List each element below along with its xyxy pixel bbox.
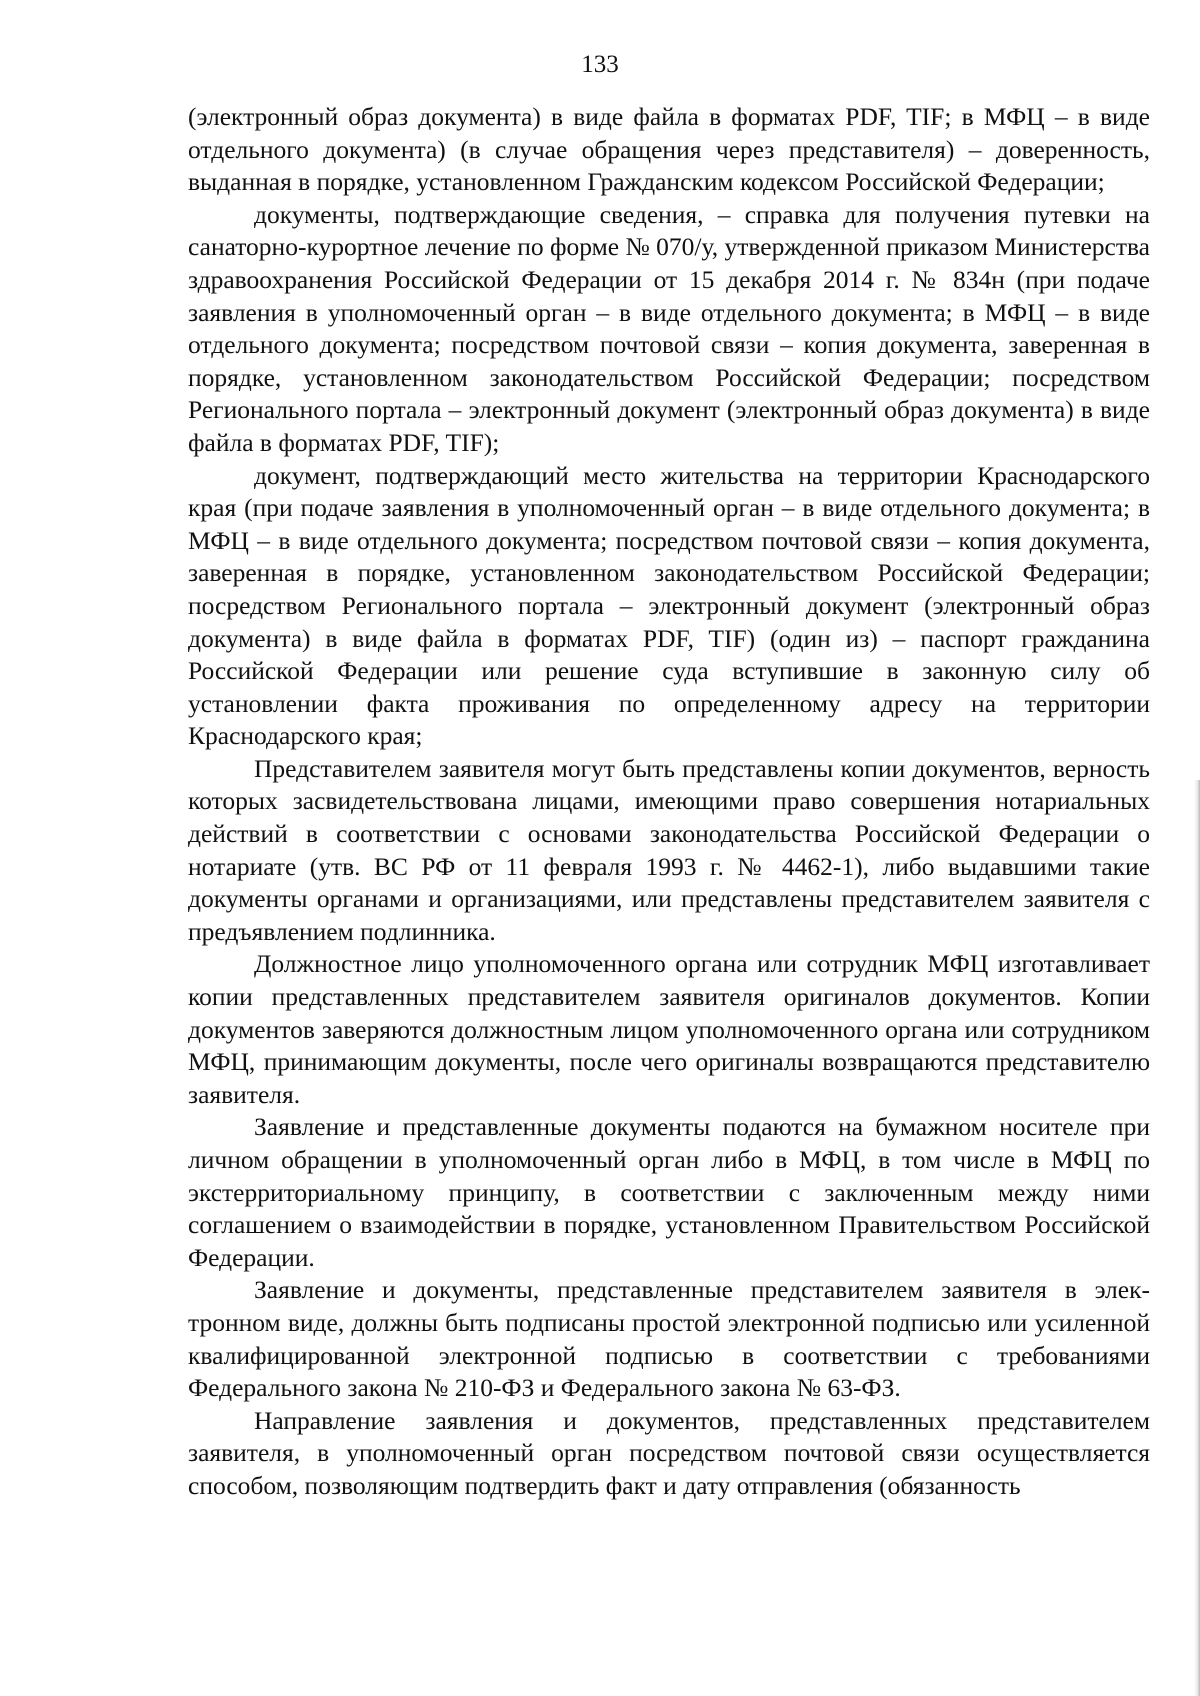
paragraph-power-of-attorney-continuation: (электронный образ документа) в виде файла в форматах PDF, TIF; в МФЦ – в виде отдельного документа) (в случае обращения через представителя) – доверенность, выданная в порядке, установленном Гражданским кодексом Российской Федерации;	[188, 102, 1150, 197]
document-body	[188, 101, 1150, 1503]
paragraph-certified-copies: Представителем заявителя могут быть представлены копии документов, верность которых засвидетельствована лицами, имеющими право совершения нотариальных действий в соответствии с основами законодательства Российской Федерации о нотариате (утв. ВС РФ от 11 февраля 1993 г. № 4462-1), либо выдавшими такие документы органами и организациями, или представлены представителем заявителя с предъявлением подлинника.	[188, 753, 1150, 946]
paragraph-supporting-documents: документы, подтверждающие сведения, – справка для получения путевки на санаторно-курортное лечение по форме № 070/у, утвержденной приказом Министерства здравоохранения Российской Федерации от 15 декабря 2014 г. № 834н (при подаче заявления в уполномоченный орган – в виде отдельного документа; в МФЦ – в виде отдельного документа; посредством почтовой связи – копия документа, заверенная в порядке, установленном законодательством Российской Федерации; посредством Регионального портала – электронный документ (электронный образ документа) в виде файла в форматах PDF, TIF);	[188, 199, 1150, 457]
paragraph-electronic-signature: Заявление и документы, представленные представителем заявителя в электронном виде, должны быть подписаны простой электронной подписью или усиленной квалифицированной электронной подписью в соответствии с требованиями Федерального закона № 210-ФЗ и Федерального закона № 63-ФЗ.	[188, 1275, 1150, 1403]
page-number: 133	[581, 51, 619, 78]
paragraph-paper-submission: Заявление и представленные документы подаются на бумажном носителе при личном обращении в уполномоченный орган либо в МФЦ, в том числе в МФЦ по экстерриториальному принципу, в соответствии с заключенным между ними соглашением о взаимодействии в порядке, установленном Правительством Российской Федерации.	[188, 1112, 1150, 1272]
scan-edge-shadow	[1194, 780, 1200, 1696]
paragraph-copy-making: Должностное лицо уполномоченного органа или сотрудник МФЦ изготавливает копии представленных представителем заявителя оригиналов документов. Копии документов заверяются должностным лицом уполномоченного органа или сотрудником МФЦ, принимающим документы, после чего оригиналы возвращаются представителю заявителя.	[188, 949, 1150, 1109]
paragraph-postal-submission: Направление заявления и документов, представленных представителем заявителя, в уполномоченный орган посредством почтовой связи осуществляется способом, позволяющим подтвердить факт и дату отправления (обязанность	[188, 1405, 1150, 1500]
paragraph-residence-document: документ, подтверждающий место жительства на территории Краснодарского края (при подаче заявления в уполномоченный орган – в виде отдельного документа; в МФЦ – в виде отдельного документа; посредством почтовой связи – копия документа, заверенная в порядке, установленном законодательством Российской Федерации; посредством Регионального портала – электронный документ (электронный образ документа) в виде файла в форматах PDF, TIF) (один из) – паспорт гражданина Российской Федерации или решение суда вступившие в законную силу об установлении факта проживания по определенному адресу на территории Краснодарского края;	[188, 460, 1150, 751]
